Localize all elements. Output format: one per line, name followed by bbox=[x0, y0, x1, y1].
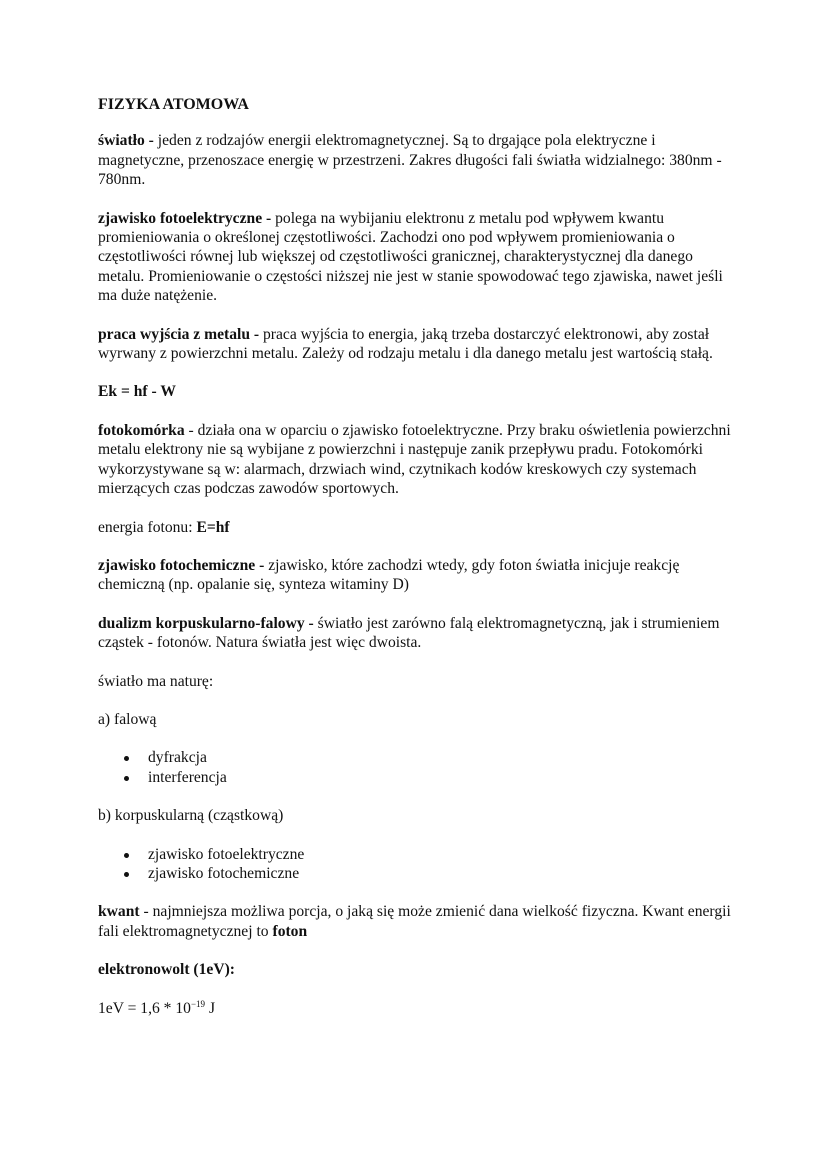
formula-ev bbox=[98, 999, 738, 1018]
korpuskularna-list bbox=[98, 845, 738, 884]
definition-dualizm bbox=[98, 614, 738, 653]
formula-ev-exponent: −19 bbox=[190, 998, 206, 1009]
text-praca: praca wyjścia to energia, jaką trzeba dostarczyć elektronowi, aby został wyrwany z powierzchni metalu. Zależy od rodzaju metalu i dla danego metalu jest wartością stałą. bbox=[98, 325, 713, 363]
document-page bbox=[98, 95, 738, 1037]
list-item: zjawisko fotoelektryczne bbox=[98, 845, 738, 864]
definition-fotoelektryczne bbox=[98, 209, 738, 306]
list-item: zjawisko fotochemiczne bbox=[98, 864, 738, 883]
definition-swiatlo bbox=[98, 131, 738, 189]
formula-ek bbox=[98, 382, 738, 401]
document-title: FIZYKA ATOMOWA bbox=[98, 96, 249, 113]
text-dualizm: światło jest zarówno falą elektromagnetyczną, jak i strumieniem cząstek - fotonów. Natura światła jest więc dwoista. bbox=[98, 614, 720, 652]
formula-ek-text: Ek = hf - W bbox=[98, 383, 176, 401]
energia-fotonu-formula: E=hf bbox=[196, 518, 230, 536]
falowa-heading: a) falową bbox=[98, 710, 157, 728]
formula-ev-unit: J bbox=[205, 999, 216, 1017]
term-fotokomorka: fotokomórka bbox=[98, 421, 185, 439]
list-item: dyfrakcja bbox=[98, 748, 738, 767]
text-swiatlo: jeden z rodzajów energii elektromagnetycznej. Są to drgające pola elektryczne i magnetyczne, przenoszace energię w przestrzeni. Zakres długości fali światła widzialnego: 380nm - 780nm. bbox=[98, 132, 722, 189]
text-fotochemiczne: zjawisko, które zachodzi wtedy, gdy foton światła inicjuje reakcję chemiczną (np. opalanie się, synteza witaminy D) bbox=[98, 556, 680, 594]
energia-fotonu bbox=[98, 518, 738, 537]
term-fotoelektryczne: zjawisko fotoelektryczne - bbox=[98, 209, 272, 227]
formula-ev-base: 1eV = 1,6 * 10 bbox=[98, 999, 191, 1017]
korpuskularna-heading: b) korpuskularną (cząstkową) bbox=[98, 807, 284, 825]
term-praca: praca wyjścia z metalu - bbox=[98, 325, 260, 343]
text-fotoelektryczne: polega na wybijaniu elektronu z metalu pod wpływem kwantu promieniowania o określonej częstotliwości. Zachodzi ono pod wpływem promieniowania o częstotliwości równej lub większej od częstotliwości granicznej, charakterystycznej dla danego metalu. Promieniowanie o częstości niższej nie jest w stanie spowodować tego zjawiska, nawet jeśli ma duże natężenie. bbox=[98, 209, 723, 305]
elektronowolt-heading bbox=[98, 960, 738, 979]
natura-intro: światło ma naturę: bbox=[98, 672, 214, 690]
definition-praca bbox=[98, 325, 738, 364]
definition-kwant bbox=[98, 902, 738, 941]
definition-fotokomorka bbox=[98, 421, 738, 499]
term-kwant: kwant bbox=[98, 903, 140, 921]
falowa-list bbox=[98, 748, 738, 787]
term-fotochemiczne: zjawisko fotochemiczne - bbox=[98, 556, 265, 574]
term-foton: foton bbox=[272, 922, 308, 940]
text-kwant: - najmniejsza możliwa porcja, o jaką się może zmienić dana wielkość fizyczna. Kwant energii fali elektromagnetycznej to bbox=[98, 903, 731, 940]
list-item: interferencja bbox=[98, 768, 738, 787]
definition-fotochemiczne bbox=[98, 556, 738, 595]
term-dualizm: dualizm korpuskularno-falowy - bbox=[98, 614, 314, 632]
energia-fotonu-label: energia fotonu: bbox=[98, 518, 197, 536]
term-swiatlo: światło - bbox=[98, 132, 154, 150]
text-fotokomorka: - działa ona w oparciu o zjawisko fotoelektryczne. Przy braku oświetlenia powierzchni metalu elektrony nie są wybijane z powierzchni i następuje zanik przepływu pradu. Fotokomórki wykorzystywane są w: alarmach, drzwiach wind, czytnikach kodów kreskowych czy systemach mierzących czas podczas zawodów sportowych. bbox=[98, 421, 731, 498]
elektronowolt-label: elektronowolt (1eV): bbox=[98, 961, 235, 979]
